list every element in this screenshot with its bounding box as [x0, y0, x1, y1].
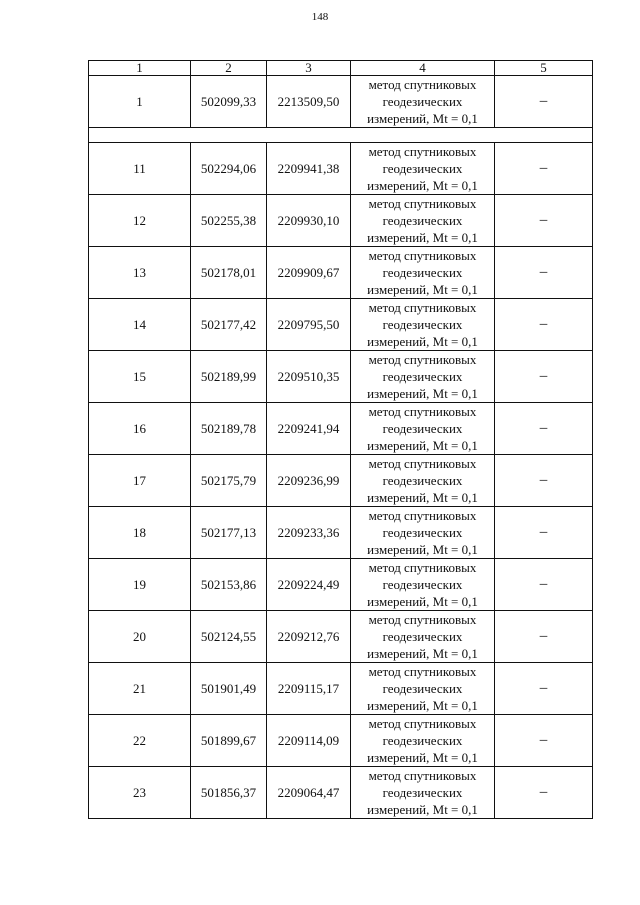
- dash-cell: –: [495, 403, 593, 455]
- dash-cell: –: [495, 455, 593, 507]
- method-line: измерений, Mt = 0,1: [367, 178, 478, 193]
- method-line: измерений, Mt = 0,1: [367, 542, 478, 557]
- method-line: измерений, Mt = 0,1: [367, 750, 478, 765]
- table-row: [89, 559, 593, 611]
- header-cell: 4: [351, 61, 495, 76]
- method-line: геодезических: [382, 213, 463, 228]
- method-line: геодезических: [382, 369, 463, 384]
- method-cell: [351, 507, 495, 559]
- method-line: геодезических: [382, 421, 463, 436]
- y-coordinate-cell: 2209241,94: [267, 403, 351, 455]
- method-line: метод спутниковых: [368, 77, 477, 92]
- method-line: измерений, Mt = 0,1: [367, 802, 478, 817]
- dash-cell: –: [495, 559, 593, 611]
- point-number-cell: 20: [89, 611, 191, 663]
- method-line: метод спутниковых: [368, 716, 477, 731]
- table-row: [89, 767, 593, 819]
- method-line: метод спутниковых: [368, 248, 477, 263]
- method-line: измерений, Mt = 0,1: [367, 386, 478, 401]
- x-coordinate-cell: 501901,49: [191, 663, 267, 715]
- x-coordinate-cell: 502153,86: [191, 559, 267, 611]
- method-line: геодезических: [382, 681, 463, 696]
- table-row: [89, 611, 593, 663]
- method-line: геодезических: [382, 473, 463, 488]
- x-coordinate-cell: 502177,13: [191, 507, 267, 559]
- x-coordinate-cell: 502294,06: [191, 143, 267, 195]
- dash-cell: –: [495, 351, 593, 403]
- y-coordinate-cell: 2213509,50: [267, 76, 351, 128]
- table-row: [89, 351, 593, 403]
- method-line: геодезических: [382, 733, 463, 748]
- dash-cell: –: [495, 76, 593, 128]
- dash-cell: –: [495, 143, 593, 195]
- x-coordinate-cell: 502175,79: [191, 455, 267, 507]
- method-cell: [351, 195, 495, 247]
- method-cell: [351, 76, 495, 128]
- method-cell: [351, 663, 495, 715]
- y-coordinate-cell: 2209510,35: [267, 351, 351, 403]
- point-number-cell: 21: [89, 663, 191, 715]
- x-coordinate-cell: 502124,55: [191, 611, 267, 663]
- dash-cell: –: [495, 299, 593, 351]
- method-line: метод спутниковых: [368, 456, 477, 471]
- dash-cell: –: [495, 195, 593, 247]
- method-line: геодезических: [382, 629, 463, 644]
- table-row: [89, 403, 593, 455]
- method-line: метод спутниковых: [368, 664, 477, 679]
- table-row: [89, 507, 593, 559]
- header-cell: 3: [267, 61, 351, 76]
- point-number-cell: 11: [89, 143, 191, 195]
- method-line: геодезических: [382, 785, 463, 800]
- table-row: [89, 663, 593, 715]
- method-line: измерений, Mt = 0,1: [367, 594, 478, 609]
- table-row: [89, 299, 593, 351]
- method-cell: [351, 143, 495, 195]
- method-line: метод спутниковых: [368, 508, 477, 523]
- method-cell: [351, 351, 495, 403]
- table-row: [89, 76, 593, 128]
- x-coordinate-cell: 502099,33: [191, 76, 267, 128]
- y-coordinate-cell: 2209909,67: [267, 247, 351, 299]
- separator-row: [89, 128, 593, 143]
- table-row: [89, 143, 593, 195]
- method-line: измерений, Mt = 0,1: [367, 646, 478, 661]
- dash-cell: –: [495, 611, 593, 663]
- y-coordinate-cell: 2209930,10: [267, 195, 351, 247]
- dash-cell: –: [495, 247, 593, 299]
- method-line: метод спутниковых: [368, 300, 477, 315]
- dash-cell: –: [495, 767, 593, 819]
- header-cell: 5: [495, 61, 593, 76]
- y-coordinate-cell: 2209941,38: [267, 143, 351, 195]
- method-cell: [351, 299, 495, 351]
- method-line: геодезических: [382, 265, 463, 280]
- header-cell: 1: [89, 61, 191, 76]
- x-coordinate-cell: 502255,38: [191, 195, 267, 247]
- method-line: метод спутниковых: [368, 352, 477, 367]
- point-number-cell: 22: [89, 715, 191, 767]
- point-number-cell: 14: [89, 299, 191, 351]
- method-line: метод спутниковых: [368, 144, 477, 159]
- x-coordinate-cell: 502189,99: [191, 351, 267, 403]
- method-cell: [351, 611, 495, 663]
- method-cell: [351, 715, 495, 767]
- method-line: геодезических: [382, 317, 463, 332]
- method-line: метод спутниковых: [368, 404, 477, 419]
- method-line: измерений, Mt = 0,1: [367, 282, 478, 297]
- method-line: метод спутниковых: [368, 560, 477, 575]
- method-cell: [351, 455, 495, 507]
- table-row: [89, 247, 593, 299]
- method-line: геодезических: [382, 94, 463, 109]
- point-number-cell: 16: [89, 403, 191, 455]
- point-number-cell: 15: [89, 351, 191, 403]
- x-coordinate-cell: 502189,78: [191, 403, 267, 455]
- table-row: [89, 195, 593, 247]
- method-line: геодезических: [382, 577, 463, 592]
- method-line: геодезических: [382, 161, 463, 176]
- point-number-cell: 17: [89, 455, 191, 507]
- table-header-row: [89, 61, 593, 76]
- method-line: измерений, Mt = 0,1: [367, 490, 478, 505]
- table-row: [89, 455, 593, 507]
- coordinates-table: [88, 60, 593, 819]
- point-number-cell: 23: [89, 767, 191, 819]
- x-coordinate-cell: 502177,42: [191, 299, 267, 351]
- method-line: метод спутниковых: [368, 612, 477, 627]
- y-coordinate-cell: 2209795,50: [267, 299, 351, 351]
- method-cell: [351, 767, 495, 819]
- x-coordinate-cell: 501899,67: [191, 715, 267, 767]
- method-cell: [351, 559, 495, 611]
- method-cell: [351, 247, 495, 299]
- point-number-cell: 19: [89, 559, 191, 611]
- separator-cell: [89, 128, 593, 143]
- point-number-cell: 18: [89, 507, 191, 559]
- method-line: метод спутниковых: [368, 768, 477, 783]
- x-coordinate-cell: 501856,37: [191, 767, 267, 819]
- method-line: измерений, Mt = 0,1: [367, 230, 478, 245]
- dash-cell: –: [495, 507, 593, 559]
- table-row: [89, 715, 593, 767]
- y-coordinate-cell: 2209233,36: [267, 507, 351, 559]
- y-coordinate-cell: 2209064,47: [267, 767, 351, 819]
- y-coordinate-cell: 2209224,49: [267, 559, 351, 611]
- dash-cell: –: [495, 663, 593, 715]
- page-number: 148: [311, 11, 329, 23]
- method-line: измерений, Mt = 0,1: [367, 438, 478, 453]
- method-line: измерений, Mt = 0,1: [367, 334, 478, 349]
- y-coordinate-cell: 2209236,99: [267, 455, 351, 507]
- method-line: измерений, Mt = 0,1: [367, 698, 478, 713]
- x-coordinate-cell: 502178,01: [191, 247, 267, 299]
- method-line: метод спутниковых: [368, 196, 477, 211]
- header-cell: 2: [191, 61, 267, 76]
- point-number-cell: 1: [89, 76, 191, 128]
- method-cell: [351, 403, 495, 455]
- y-coordinate-cell: 2209114,09: [267, 715, 351, 767]
- dash-cell: –: [495, 715, 593, 767]
- point-number-cell: 12: [89, 195, 191, 247]
- method-line: геодезических: [382, 525, 463, 540]
- method-line: измерений, Mt = 0,1: [367, 111, 478, 126]
- y-coordinate-cell: 2209212,76: [267, 611, 351, 663]
- y-coordinate-cell: 2209115,17: [267, 663, 351, 715]
- point-number-cell: 13: [89, 247, 191, 299]
